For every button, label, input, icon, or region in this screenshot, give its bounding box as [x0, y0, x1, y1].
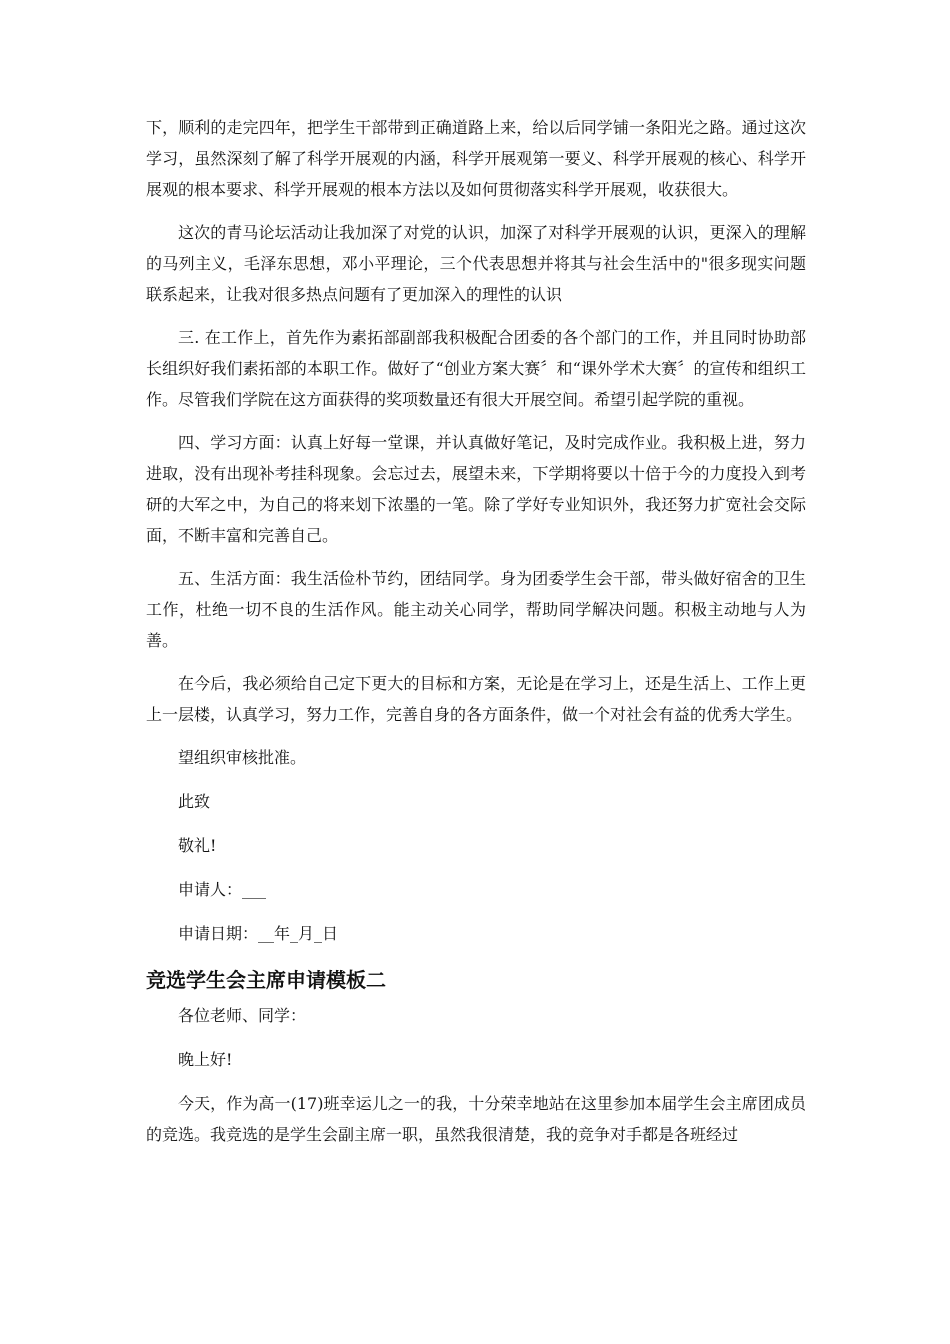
salutation-line: 敬礼!	[178, 836, 217, 855]
greeting-line: 晚上好!	[178, 1050, 233, 1069]
paragraph: 今天，作为高一(17)班幸运儿之一的我，十分荣幸地站在这里参加本届学生会主席团成员的竞选。我竞选的是学生会副主席一职，虽然我很清楚，我的竞争对手都是各班经过	[146, 1094, 806, 1144]
paragraph: 四、学习方面：认真上好每一堂课，并认真做好笔记，及时完成作业。我积极上进，努力进取，没有出现补考挂科现象。会忘过去，展望未来，下学期将要以十倍于今的力度投入到考研的大军之中，为自己的将来划下浓墨的一笔。除了学好专业知识外，我还努力扩宽社会交际面，不断丰富和完善自己。	[146, 433, 806, 545]
paragraph: 三. 在工作上，首先作为素拓部副部我积极配合团委的各个部门的工作，并且同时协助部长组织好我们素拓部的本职工作。做好了“创业方案大赛〞和“课外学术大赛〞的宣传和组织工作。尽管我们学院在这方面获得的奖项数量还有很大开展空间。希望引起学院的重视。	[146, 328, 806, 409]
paragraph: 五、生活方面：我生活俭朴节约，团结同学。身为团委学生会干部，带头做好宿舍的卫生工作，杜绝一切不良的生活作风。能主动关心同学，帮助同学解决问题。积极主动地与人为善。	[146, 569, 806, 650]
paragraph: 在今后，我必须给自己定下更大的目标和方案，无论是在学习上，还是生活上、工作上更上一层楼，认真学习，努力工作，完善自身的各方面条件，做一个对社会有益的优秀大学生。	[146, 674, 806, 724]
greeting-line: 各位老师、同学：	[178, 1006, 307, 1025]
paragraph: 下，顺利的走完四年，把学生干部带到正确道路上来，给以后同学铺一条阳光之路。通过这次学习，虽然深刻了解了科学开展观的内涵，科学开展观第一要义、科学开展观的核心、科学开展观的根本要求、科学开展观的根本方法以及如何贯彻落实科学开展观，收获很大。	[146, 118, 806, 199]
section-heading: 竞选学生会主席申请模板二	[146, 968, 386, 992]
paragraph: 这次的青马论坛活动让我加深了对党的认识，加深了对科学开展观的认识，更深入的理解的马列主义，毛泽东思想，邓小平理论，三个代表思想并将其与社会生活中的"很多现实问题联系起来，让我对很多热点问题有了更加深入的理性的认识	[146, 223, 806, 304]
applicant-line: 申请人：___	[178, 880, 267, 899]
closing-request-line: 望组织审核批准。	[178, 748, 307, 767]
salutation-line: 此致	[178, 792, 211, 811]
document-body	[146, 112, 806, 1162]
application-date-line: 申请日期：__年_月_日	[178, 924, 339, 943]
